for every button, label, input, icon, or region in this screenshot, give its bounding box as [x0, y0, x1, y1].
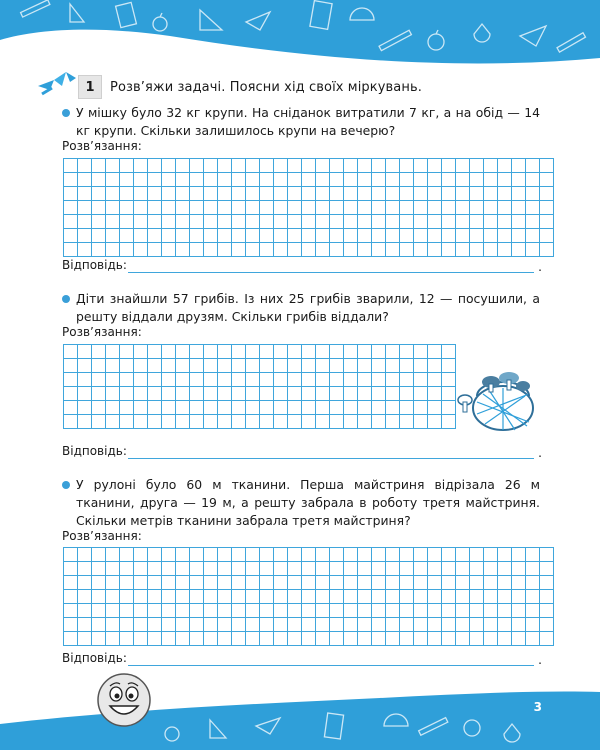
solution-grid-2[interactable]	[63, 344, 456, 429]
solution-label-3: Розв’язання:	[62, 529, 142, 543]
solution-grid-1[interactable]	[63, 158, 554, 257]
answer-end-1: .	[538, 260, 542, 274]
top-banner	[0, 0, 600, 78]
solution-label-1: Розв’язання:	[62, 139, 142, 153]
task-title: Розв’яжи задачі. Поясни хід своїх міркувань.	[110, 79, 422, 95]
answer-end-2: .	[538, 446, 542, 460]
smiley-face-icon	[96, 672, 152, 728]
problem-2	[62, 290, 540, 326]
answer-row-3	[62, 651, 542, 669]
answer-label-2: Відповідь:	[62, 444, 127, 458]
solution-grid-3[interactable]	[63, 547, 554, 646]
bullet-icon	[62, 109, 70, 117]
problem-1-text: У мішку було 32 кг крупи. На сніданок витратили 7 кг, а на обід — 14 кг крупи. Скільки залишилось крупи на вечерю?	[76, 105, 540, 138]
problem-2-text: Діти знайшли 57 грибів. Із них 25 грибів зварили, 12 — посушили, а решту віддали друзям. Скільки грибів віддали?	[76, 291, 540, 324]
page-number: 3	[533, 700, 542, 714]
answer-line-3[interactable]	[128, 665, 534, 666]
answer-row-1	[62, 258, 542, 276]
answer-label-3: Відповідь:	[62, 651, 127, 665]
task-heading	[40, 74, 422, 100]
problem-3	[62, 476, 540, 530]
problem-1	[62, 104, 540, 140]
answer-row-2	[62, 444, 542, 462]
task-number: 1	[78, 75, 102, 99]
answer-label-1: Відповідь:	[62, 258, 127, 272]
answer-end-3: .	[538, 653, 542, 667]
answer-line-1[interactable]	[128, 272, 534, 273]
mushroom-basket-icon	[455, 362, 545, 434]
bullet-icon	[62, 481, 70, 489]
problem-3-text: У рулоні було 60 м тканини. Перша майстриня відрізала 26 м тканини, друга — 19 м, а решту забрала в роботу третя майстриня. Скільки метрів тканини забрала третя майстриня?	[76, 477, 540, 528]
solution-label-2: Розв’язання:	[62, 325, 142, 339]
answer-line-2[interactable]	[128, 458, 534, 459]
bullet-icon	[62, 295, 70, 303]
bottom-banner	[0, 680, 600, 750]
